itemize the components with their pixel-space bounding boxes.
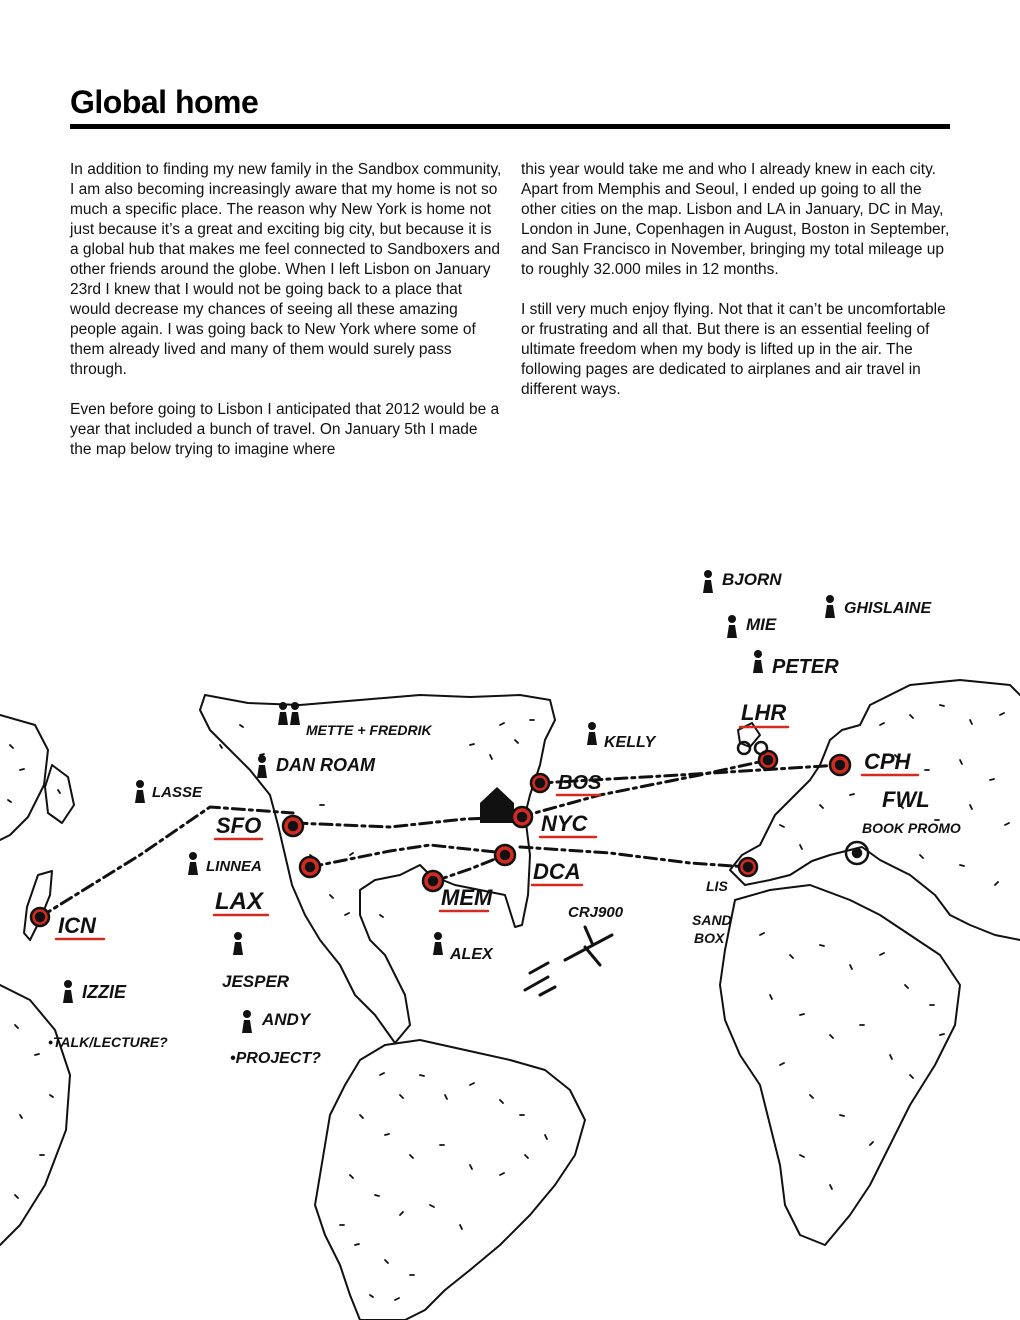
person-icon bbox=[753, 650, 763, 673]
person-icon bbox=[233, 932, 243, 955]
person-icon bbox=[727, 615, 737, 638]
person-label-peter: PETER bbox=[772, 656, 839, 678]
person-label-lasse: LASSE bbox=[152, 784, 203, 801]
person-label-izzie: IZZIE bbox=[82, 982, 126, 1002]
text-column-left bbox=[70, 160, 502, 480]
person-icon bbox=[703, 570, 713, 593]
city-label-sfo: SFO bbox=[216, 813, 262, 838]
marker-book-promo bbox=[846, 842, 868, 864]
person-label-dan-roam: DAN ROAM bbox=[276, 755, 375, 775]
person-label-ghislaine: GHISLAINE bbox=[844, 600, 932, 617]
person-label-mette-fredrik: METTE + FREDRIK bbox=[306, 722, 432, 738]
paragraph: I still very much enjoy flying. Not that it can’t be uncomfortable or frustrating and all that. But there is an essential feeling of ultimate freedom when my body is lifted up in the air. The following pages are dedicated to airplanes and air travel in different ways. bbox=[521, 301, 946, 398]
paragraph: Even before going to Lisbon I anticipated that 2012 would be a year that included a bunch of travel. On January 5th I made the map below trying to imagine where bbox=[70, 401, 500, 458]
text-column-right bbox=[521, 160, 953, 420]
city-label-lhr: LHR bbox=[741, 700, 787, 725]
africa-outline bbox=[720, 885, 960, 1245]
note-project: •PROJECT? bbox=[230, 1050, 321, 1067]
person-icon bbox=[433, 932, 443, 955]
page-title: Global home bbox=[70, 84, 259, 120]
marker-mem bbox=[423, 871, 443, 891]
note-talk-lecture: •TALK/LECTURE? bbox=[48, 1034, 168, 1050]
city-label-bos: BOS bbox=[558, 772, 602, 794]
marker-dca bbox=[495, 845, 515, 865]
australia-outline bbox=[0, 985, 70, 1245]
note-fwl: FWL bbox=[882, 787, 930, 812]
marker-cph bbox=[830, 755, 850, 775]
city-label-cph: CPH bbox=[864, 749, 911, 774]
city-label-nyc: NYC bbox=[541, 811, 588, 836]
person-icon bbox=[257, 755, 267, 778]
city-label-dca: DCA bbox=[533, 859, 581, 884]
hand-drawn-world-map bbox=[0, 555, 1020, 1320]
korea-outline bbox=[24, 871, 52, 940]
city-label-icn: ICN bbox=[58, 913, 96, 938]
person-label-alex: ALEX bbox=[450, 946, 493, 963]
title-rule bbox=[70, 124, 950, 129]
person-label-kelly: KELLY bbox=[604, 734, 656, 751]
island-west-outline bbox=[45, 765, 74, 823]
person-icon bbox=[63, 980, 73, 1003]
airplane-icon bbox=[525, 927, 612, 995]
marker-icn bbox=[31, 908, 49, 926]
note-book-promo: BOOK PROMO bbox=[862, 820, 961, 836]
paragraph: this year would take me and who I already knew in each city. Apart from Memphis and Seoul, I ended up going to all the other cities on the map. Lisbon and LA in January, DC in May, London in June, Copenhagen in August, Boston in September, and San Francisco in November, bringing my total mileage up to roughly 32.000 miles in 12 months. bbox=[521, 161, 950, 278]
marker-bos bbox=[531, 774, 549, 792]
person-icon bbox=[587, 722, 597, 745]
person-icon bbox=[825, 595, 835, 618]
person-icon bbox=[290, 702, 300, 725]
person-label-jesper: JESPER bbox=[222, 972, 290, 991]
city-label-mem: MEM bbox=[441, 885, 493, 910]
marker-lax bbox=[300, 857, 320, 877]
person-icon bbox=[278, 702, 288, 725]
person-label-bjorn: BJORN bbox=[722, 570, 782, 589]
asia-east-outline bbox=[0, 715, 48, 840]
note-sandbox-line2: BOX bbox=[694, 930, 725, 946]
marker-sfo bbox=[283, 816, 303, 836]
person-label-linnea: LINNEA bbox=[206, 858, 262, 875]
paragraph: In addition to finding my new family in the Sandbox community, I am also becoming increasingly aware that my home is not so much a specific place. The reason why New York is home not just because it’s a great and exciting big city, but because it is a global hub that makes me feel connected to Sandboxers and other friends around the globe. When I left Lisbon on January 23rd I knew that I would not be going back to a place that would decrease my chances of seeing all these amazing people again. I was going back to New York where some of them already lived and many of them would surely pass through. bbox=[70, 161, 502, 378]
note-sandbox-line1: SAND bbox=[692, 912, 732, 928]
person-label-mie: MIE bbox=[746, 615, 777, 634]
person-label-andy: ANDY bbox=[262, 1010, 311, 1029]
person-icon bbox=[135, 780, 145, 803]
city-label-lax: LAX bbox=[215, 888, 263, 915]
person-icon bbox=[242, 1010, 252, 1033]
city-label-lis: LIS bbox=[706, 878, 728, 894]
person-icons bbox=[63, 570, 835, 1033]
note-crj900: CRJ900 bbox=[568, 904, 624, 921]
marker-nyc bbox=[512, 807, 532, 827]
marker-lis bbox=[739, 858, 757, 876]
person-icon bbox=[188, 852, 198, 875]
home-house-icon bbox=[480, 787, 514, 823]
south-america-outline bbox=[315, 1040, 585, 1320]
